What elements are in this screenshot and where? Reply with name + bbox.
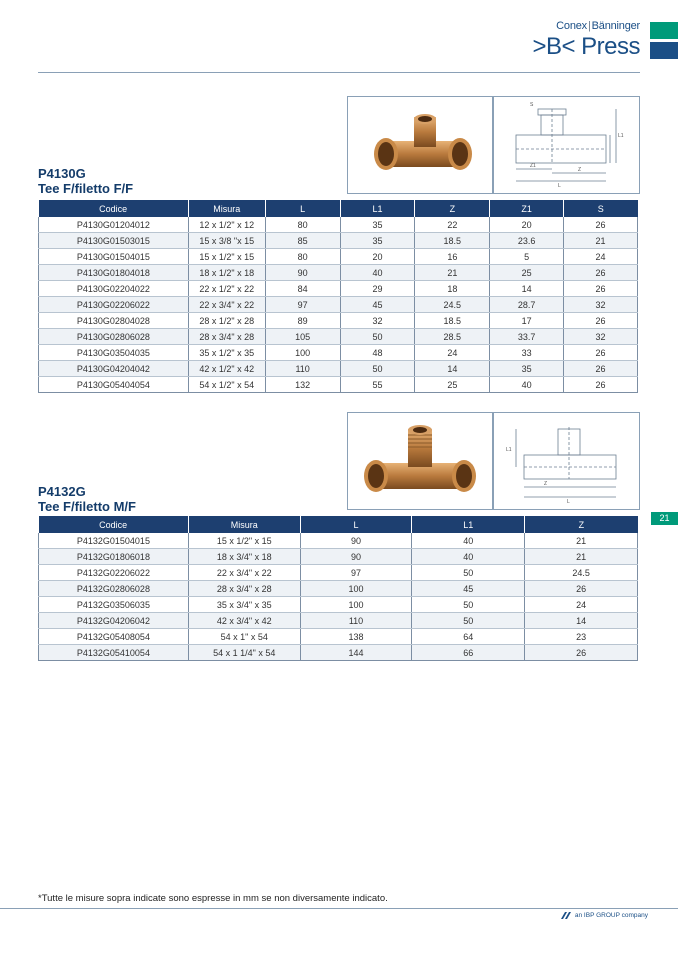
table-cell: 54 x 1/2" x 54 (188, 377, 265, 393)
table-cell: 29 (340, 281, 415, 297)
table-cell: 100 (300, 597, 412, 613)
table-row (39, 549, 638, 565)
table-cell: P4132G03506035 (39, 597, 189, 613)
table-cell: 20 (340, 249, 415, 265)
column-header: S (564, 200, 638, 217)
table-cell: 110 (265, 361, 340, 377)
product-code: P4132G (38, 484, 86, 499)
table-cell: 14 (525, 613, 638, 629)
table-cell: 50 (412, 565, 525, 581)
column-header: Codice (39, 516, 189, 533)
table-row (39, 581, 638, 597)
table-cell: 66 (412, 645, 525, 661)
product-name: Tee F/filetto F/F (38, 181, 134, 196)
footer-brand (559, 912, 648, 919)
table-cell: 33 (490, 345, 564, 361)
table-row (39, 265, 638, 281)
table-cell: P4130G02804028 (39, 313, 189, 329)
table-cell: 35 x 3/4" x 35 (188, 597, 300, 613)
table-cell: 15 x 1/2" x 15 (188, 249, 265, 265)
table-cell: 26 (564, 313, 638, 329)
table-row (39, 377, 638, 393)
table-cell: P4130G02806028 (39, 329, 189, 345)
table-cell: 12 x 1/2" x 12 (188, 217, 265, 233)
table-cell: 28 x 3/4" x 28 (188, 329, 265, 345)
table-cell: 22 x 3/4" x 22 (188, 565, 300, 581)
table-cell: P4130G01204012 (39, 217, 189, 233)
table-row (39, 645, 638, 661)
tee-ff-drawing (494, 97, 639, 193)
table-row (39, 281, 638, 297)
table-cell: 32 (564, 297, 638, 313)
table-cell: 48 (340, 345, 415, 361)
table-header (39, 200, 638, 217)
table-cell: 40 (340, 265, 415, 281)
table-cell: 24.5 (525, 565, 638, 581)
table-cell: 26 (564, 361, 638, 377)
table-cell: 17 (490, 313, 564, 329)
table-cell: 50 (412, 613, 525, 629)
table-cell: 50 (340, 329, 415, 345)
table-cell: 90 (300, 533, 412, 549)
table-row (39, 297, 638, 313)
table-cell: 28.5 (415, 329, 490, 345)
table-cell: P4132G04206042 (39, 613, 189, 629)
table-cell: 100 (300, 581, 412, 597)
table-cell: 42 x 3/4" x 42 (188, 613, 300, 629)
column-header: Codice (39, 200, 189, 217)
table-cell: 80 (265, 249, 340, 265)
table-cell: 14 (490, 281, 564, 297)
table-row (39, 217, 638, 233)
table-cell: 16 (415, 249, 490, 265)
spec-table-p4130g (38, 200, 638, 393)
product-name: Tee F/filetto M/F (38, 499, 136, 514)
product-title-p4132g (38, 484, 136, 514)
tee-mf-photo (348, 413, 492, 509)
table-cell: 35 (340, 233, 415, 249)
brand-logo (532, 20, 640, 61)
table-cell: 50 (340, 361, 415, 377)
table-cell: 25 (490, 265, 564, 281)
technical-drawing-p4132g (493, 412, 640, 510)
table-cell: 84 (265, 281, 340, 297)
column-header: L1 (340, 200, 415, 217)
table-row (39, 629, 638, 645)
table-cell: P4130G05404054 (39, 377, 189, 393)
product-code: P4130G (38, 166, 86, 181)
table-cell: 22 x 1/2" x 22 (188, 281, 265, 297)
table-row (39, 249, 638, 265)
table-cell: P4130G04204042 (39, 361, 189, 377)
table-cell: 14 (415, 361, 490, 377)
table-cell: 24 (525, 597, 638, 613)
table-cell: 26 (564, 345, 638, 361)
table-row (39, 565, 638, 581)
table-cell: 26 (564, 377, 638, 393)
table-cell: 21 (564, 233, 638, 249)
table-cell: 55 (340, 377, 415, 393)
table-cell: 28.7 (490, 297, 564, 313)
table-cell: P4130G01504015 (39, 249, 189, 265)
table-cell: 26 (525, 581, 638, 597)
table-cell: 24.5 (415, 297, 490, 313)
table-cell: 35 x 1/2" x 35 (188, 345, 265, 361)
table-cell: 42 x 1/2" x 42 (188, 361, 265, 377)
table-row (39, 313, 638, 329)
table-cell: 5 (490, 249, 564, 265)
column-header: Z (525, 516, 638, 533)
table-row (39, 533, 638, 549)
table-cell: 26 (564, 265, 638, 281)
table-cell: 50 (412, 597, 525, 613)
label-l1: L1 (506, 447, 512, 453)
table-cell: 105 (265, 329, 340, 345)
ibp-logo-icon (559, 912, 573, 919)
table-cell: 15 x 3/8 "x 15 (188, 233, 265, 249)
tee-mf-drawing (494, 413, 639, 509)
column-header: Z (415, 200, 490, 217)
table-cell: P4130G01503015 (39, 233, 189, 249)
footer-text: an IBP GROUP company (574, 912, 648, 919)
table-cell: 110 (300, 613, 412, 629)
table-cell: P4132G05408054 (39, 629, 189, 645)
header-divider (38, 72, 640, 73)
table-cell: 22 x 3/4" x 22 (188, 297, 265, 313)
table-cell: 40 (412, 549, 525, 565)
product-photo-p4130g (347, 96, 493, 194)
table-cell: 22 (415, 217, 490, 233)
table-cell: 18 (415, 281, 490, 297)
table-cell: 18.5 (415, 233, 490, 249)
table-cell: 20 (490, 217, 564, 233)
label-z: Z (544, 481, 548, 487)
label-s: S (530, 102, 534, 108)
table-cell: P4132G02806028 (39, 581, 189, 597)
table-cell: 24 (415, 345, 490, 361)
table-cell: P4132G02206022 (39, 565, 189, 581)
spec-table-p4132g (38, 516, 638, 661)
technical-drawing-p4130g (493, 96, 640, 194)
table-cell: 45 (340, 297, 415, 313)
table-cell: P4132G05410054 (39, 645, 189, 661)
brand-flag (650, 22, 678, 59)
product-photo-p4132g (347, 412, 493, 510)
table-row (39, 329, 638, 345)
product-title-p4130g (38, 166, 133, 196)
table-cell: P4132G01806018 (39, 549, 189, 565)
table-cell: 33.7 (490, 329, 564, 345)
table-cell: 97 (265, 297, 340, 313)
column-header: Z1 (490, 200, 564, 217)
column-header: L1 (412, 516, 525, 533)
table-cell: 100 (265, 345, 340, 361)
table-cell: 35 (490, 361, 564, 377)
table-cell: 89 (265, 313, 340, 329)
table-cell: 21 (525, 549, 638, 565)
table-cell: 26 (564, 217, 638, 233)
label-z: Z (578, 167, 582, 173)
brand-company: Conex|Bänninger (556, 20, 640, 32)
table-cell: 35 (340, 217, 415, 233)
table-header (39, 516, 638, 533)
table-cell: 85 (265, 233, 340, 249)
label-l: L (558, 183, 561, 189)
table-cell: 28 x 1/2" x 28 (188, 313, 265, 329)
table-cell: 64 (412, 629, 525, 645)
table-cell: 54 x 1" x 54 (188, 629, 300, 645)
table-cell: 28 x 3/4" x 28 (188, 581, 300, 597)
table-cell: 32 (564, 329, 638, 345)
label-l1: L1 (618, 133, 624, 139)
table-cell: P4132G01504015 (39, 533, 189, 549)
table-cell: 45 (412, 581, 525, 597)
table-cell: 32 (340, 313, 415, 329)
table-cell: 21 (525, 533, 638, 549)
table-cell: 90 (300, 549, 412, 565)
table-cell: 80 (265, 217, 340, 233)
brand-product-line: >B< Press (532, 33, 640, 60)
table-cell: 40 (490, 377, 564, 393)
table-cell: 40 (412, 533, 525, 549)
table-cell: P4130G02206022 (39, 297, 189, 313)
table-cell: 26 (525, 645, 638, 661)
table-cell: 18 x 3/4" x 18 (188, 549, 300, 565)
label-l: L (567, 499, 570, 505)
table-row (39, 233, 638, 249)
table-cell: 15 x 1/2" x 15 (188, 533, 300, 549)
column-header: Misura (188, 200, 265, 217)
table-cell: 144 (300, 645, 412, 661)
table-cell: 18.5 (415, 313, 490, 329)
table-cell: 23 (525, 629, 638, 645)
label-z1: Z1 (530, 163, 536, 169)
table-row (39, 345, 638, 361)
table-row (39, 613, 638, 629)
table-cell: 90 (265, 265, 340, 281)
page-number-tab: 21 (651, 512, 678, 525)
table-cell: P4130G02204022 (39, 281, 189, 297)
table-cell: 21 (415, 265, 490, 281)
table-cell: 26 (564, 281, 638, 297)
table-cell: 25 (415, 377, 490, 393)
footnote: *Tutte le misure sopra indicate sono espresse in mm se non diversamente indicato. (38, 893, 388, 904)
table-row (39, 361, 638, 377)
table-cell: P4130G03504035 (39, 345, 189, 361)
table-cell: 97 (300, 565, 412, 581)
footer-divider (0, 908, 678, 909)
table-cell: 138 (300, 629, 412, 645)
column-header: L (300, 516, 412, 533)
table-cell: 132 (265, 377, 340, 393)
table-row (39, 597, 638, 613)
table-cell: P4130G01804018 (39, 265, 189, 281)
table-cell: 24 (564, 249, 638, 265)
table-cell: 23.6 (490, 233, 564, 249)
table-cell: 54 x 1 1/4" x 54 (188, 645, 300, 661)
column-header: Misura (188, 516, 300, 533)
column-header: L (265, 200, 340, 217)
tee-ff-photo (348, 97, 492, 193)
table-cell: 18 x 1/2" x 18 (188, 265, 265, 281)
